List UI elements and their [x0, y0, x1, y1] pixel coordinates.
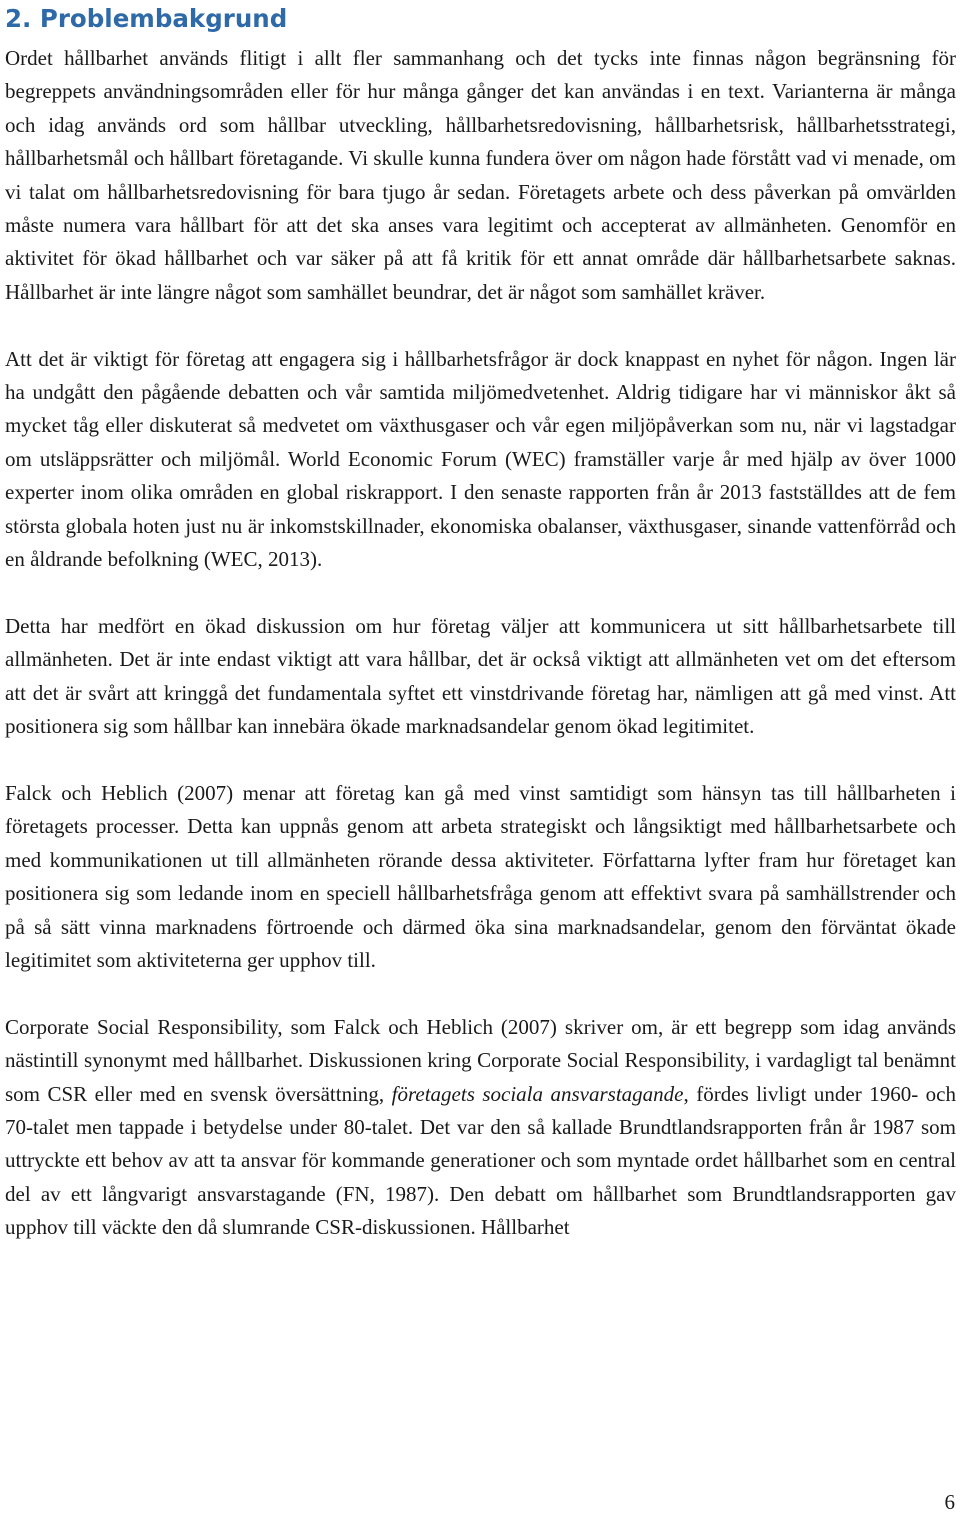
paragraph-5-italic-term: företagets sociala ansvarstagande	[391, 1081, 684, 1106]
section-heading: 2. Problembakgrund	[5, 4, 288, 33]
paragraph-2: Att det är viktigt för företag att engagera sig i hållbarhetsfrågor är dock knappast en nyhet för någon. Ingen lär ha undgått den pågående debatten och vår samtida miljömedvetenhet. Aldrig tidigare har vi människor åkt så mycket tåg eller diskuterat så medvetet om växthusgaser och vår egen miljöpåverkan som nu, när vi lagstadgar om utsläppsrätter och miljömål. World Economic Forum (WEC) framställer varje år med hjälp av över 1000 experter inom olika områden en global riskrapport. I den senaste rapporten från år 2013 fastställdes att de fem största globala hoten just nu är inkomstskillnader, ekonomiska obalanser, växthusgaser, sinande vattenförråd och en åldrande befolkning (WEC, 2013).	[5, 346, 956, 572]
paragraph-5-text-end: , fördes livligt under 1960- och 70-talet men tappade i betydelse under 80-talet. Det var den så kallade Brundtlandsrapporten från år 1987 som uttryckte ett behov av att ta ansvar för kommande generationer och som myntade ordet hållbarhet som en central del av ett långvarigt ansvarstagande (FN, 1987). Den debatt om hållbarhet som Brundtlandsrapporten gav upphov till väckte den då slumrande CSR-diskussionen. Hållbarhet	[5, 1081, 957, 1240]
paragraph-5	[5, 1011, 956, 1245]
paragraph-4: Falck och Heblich (2007) menar att företag kan gå med vinst samtidigt som hänsyn tas till hållbarheten i företagets processer. Detta kan uppnås genom att arbeta strategiskt och långsiktigt med hållbarhetsarbete och med kommunikationen ut till allmänheten rörande dessa aktiviteter. Författarna lyfter fram hur företaget kan positionera sig som ledande inom en speciell hållbarhetsfråga genom att effektivt svara på samhällstrender och på så sätt vinna marknadens förtroende och därmed öka sina marknadsandelar, genom den förväntat ökade legitimitet som aktiviteterna ger upphov till.	[5, 780, 956, 972]
paragraph-5-text-start: Corporate Social Responsibility, som Falck och Heblich (2007) skriver om, är ett begrepp som idag används nästintill synonymt med hållbarhet. Diskussionen kring Corporate Social Responsibility, i vardagligt tal benämnt som CSR eller med en svensk översättning,	[5, 1014, 956, 1106]
page-number: 6	[944, 1490, 955, 1514]
paragraph-3: Detta har medfört en ökad diskussion om hur företag väljer att kommunicera ut sitt hållbarhetsarbete till allmänheten. Det är inte endast viktigt att vara hållbar, det är också viktigt att allmänheten vet om det eftersom att det är svårt att kringgå det fundamentala syftet ett vinstdrivande företag har, nämligen att gå med vinst. Att positionera sig som hållbar kan innebära ökade marknadsandelar genom ökad legitimitet.	[5, 613, 956, 739]
paragraph-1: Ordet hållbarhet används flitigt i allt fler sammanhang och det tycks inte finnas någon begränsning för begreppets användningsområden eller för hur många gånger det kan användas i en text. Varianterna är många och idag används ord som hållbar utveckling, hållbarhetsredovisning, hållbarhetsrisk, hållbarhetsstrategi, hållbarhetsmål och hållbart företagande. Vi skulle kunna fundera över om någon hade förstått vad vi menade, om vi talat om hållbarhetsredovisning för bara tjugo år sedan. Företagets arbete och dess påverkan på omvärlden måste numera vara hållbart för att det ska anses vara legitimt och accepterat av allmänheten. Genomför en aktivitet för ökad hållbarhet och var säker på att få kritik för ett annat område där hållbarhetsarbete saknas. Hållbarhet är inte längre något som samhället beundrar, det är något som samhället kräver.	[5, 46, 956, 304]
